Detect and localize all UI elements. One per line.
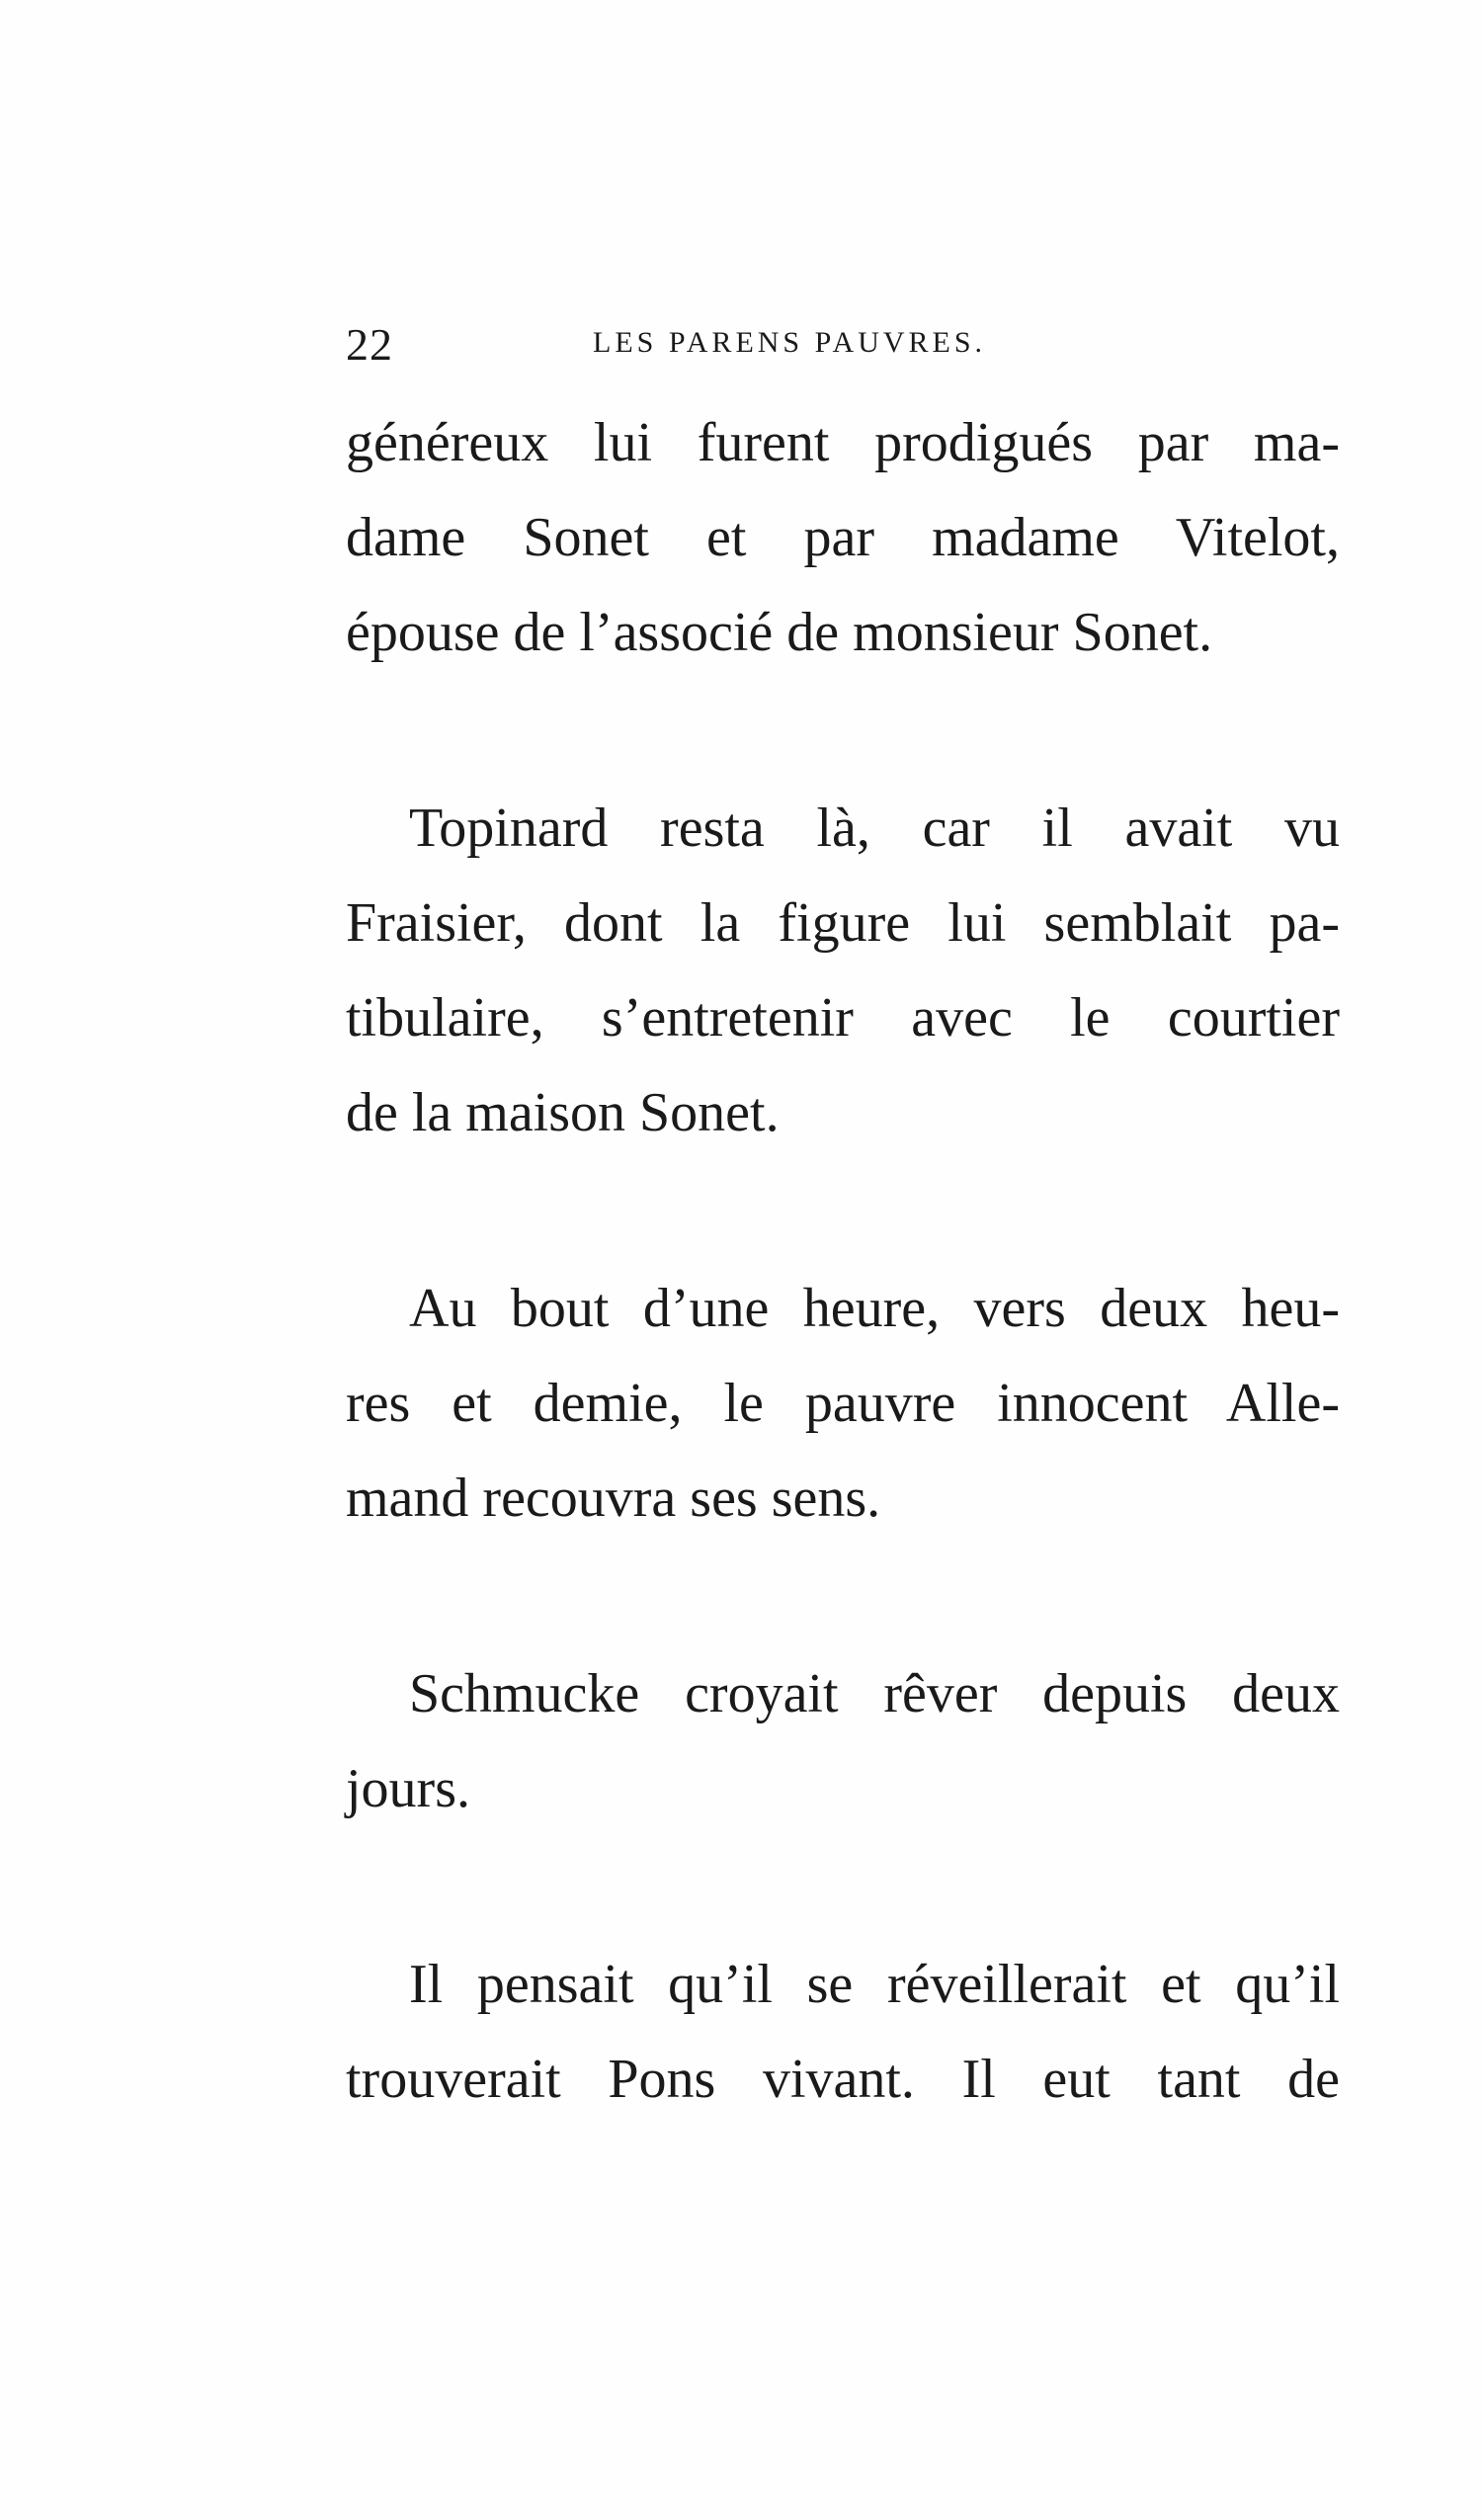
text-line: trouverait Pons vivant. Il eut tant de [346,2049,1340,2110]
text-line: mand recouvra ses sens. [346,1468,881,1529]
paragraph-gap [346,680,1340,781]
page-number: 22 [346,319,393,370]
paragraph-gap [346,1160,1340,1261]
text-line: de la maison Sonet. [346,1082,780,1143]
text-line: généreux lui furent prodigués par ma- [346,412,1340,473]
paragraph [346,395,1340,680]
text-line: dame Sonet et par madame Vitelot, [346,507,1340,568]
body-text [346,395,1340,2127]
paragraph [346,1646,1340,1836]
running-head [346,318,1340,368]
text-line: Topinard resta là, car il avait vu [409,798,1340,859]
paragraph-gap [346,1836,1340,1937]
paragraph [346,1261,1340,1546]
text-line: Schmucke croyait rêver depuis deux [409,1663,1340,1724]
running-title: LES PARENS PAUVRES. [593,326,987,359]
text-line: Fraisier, dont la figure lui semblait pa- [346,892,1340,954]
text-line: épouse de l’associé de monsieur Sonet. [346,602,1213,663]
text-line: Il pensait qu’il se réveillerait et qu’il [409,1954,1340,2015]
paragraph-gap [346,1546,1340,1646]
text-line: tibulaire, s’entretenir avec le courtier [346,987,1340,1049]
paragraph [346,781,1340,1160]
text-line: res et demie, le pauvre innocent Alle- [346,1373,1340,1434]
paragraph [346,1937,1340,2127]
text-line: jours. [346,1758,470,1819]
text-line: Au bout d’une heure, vers deux heu- [409,1278,1340,1339]
